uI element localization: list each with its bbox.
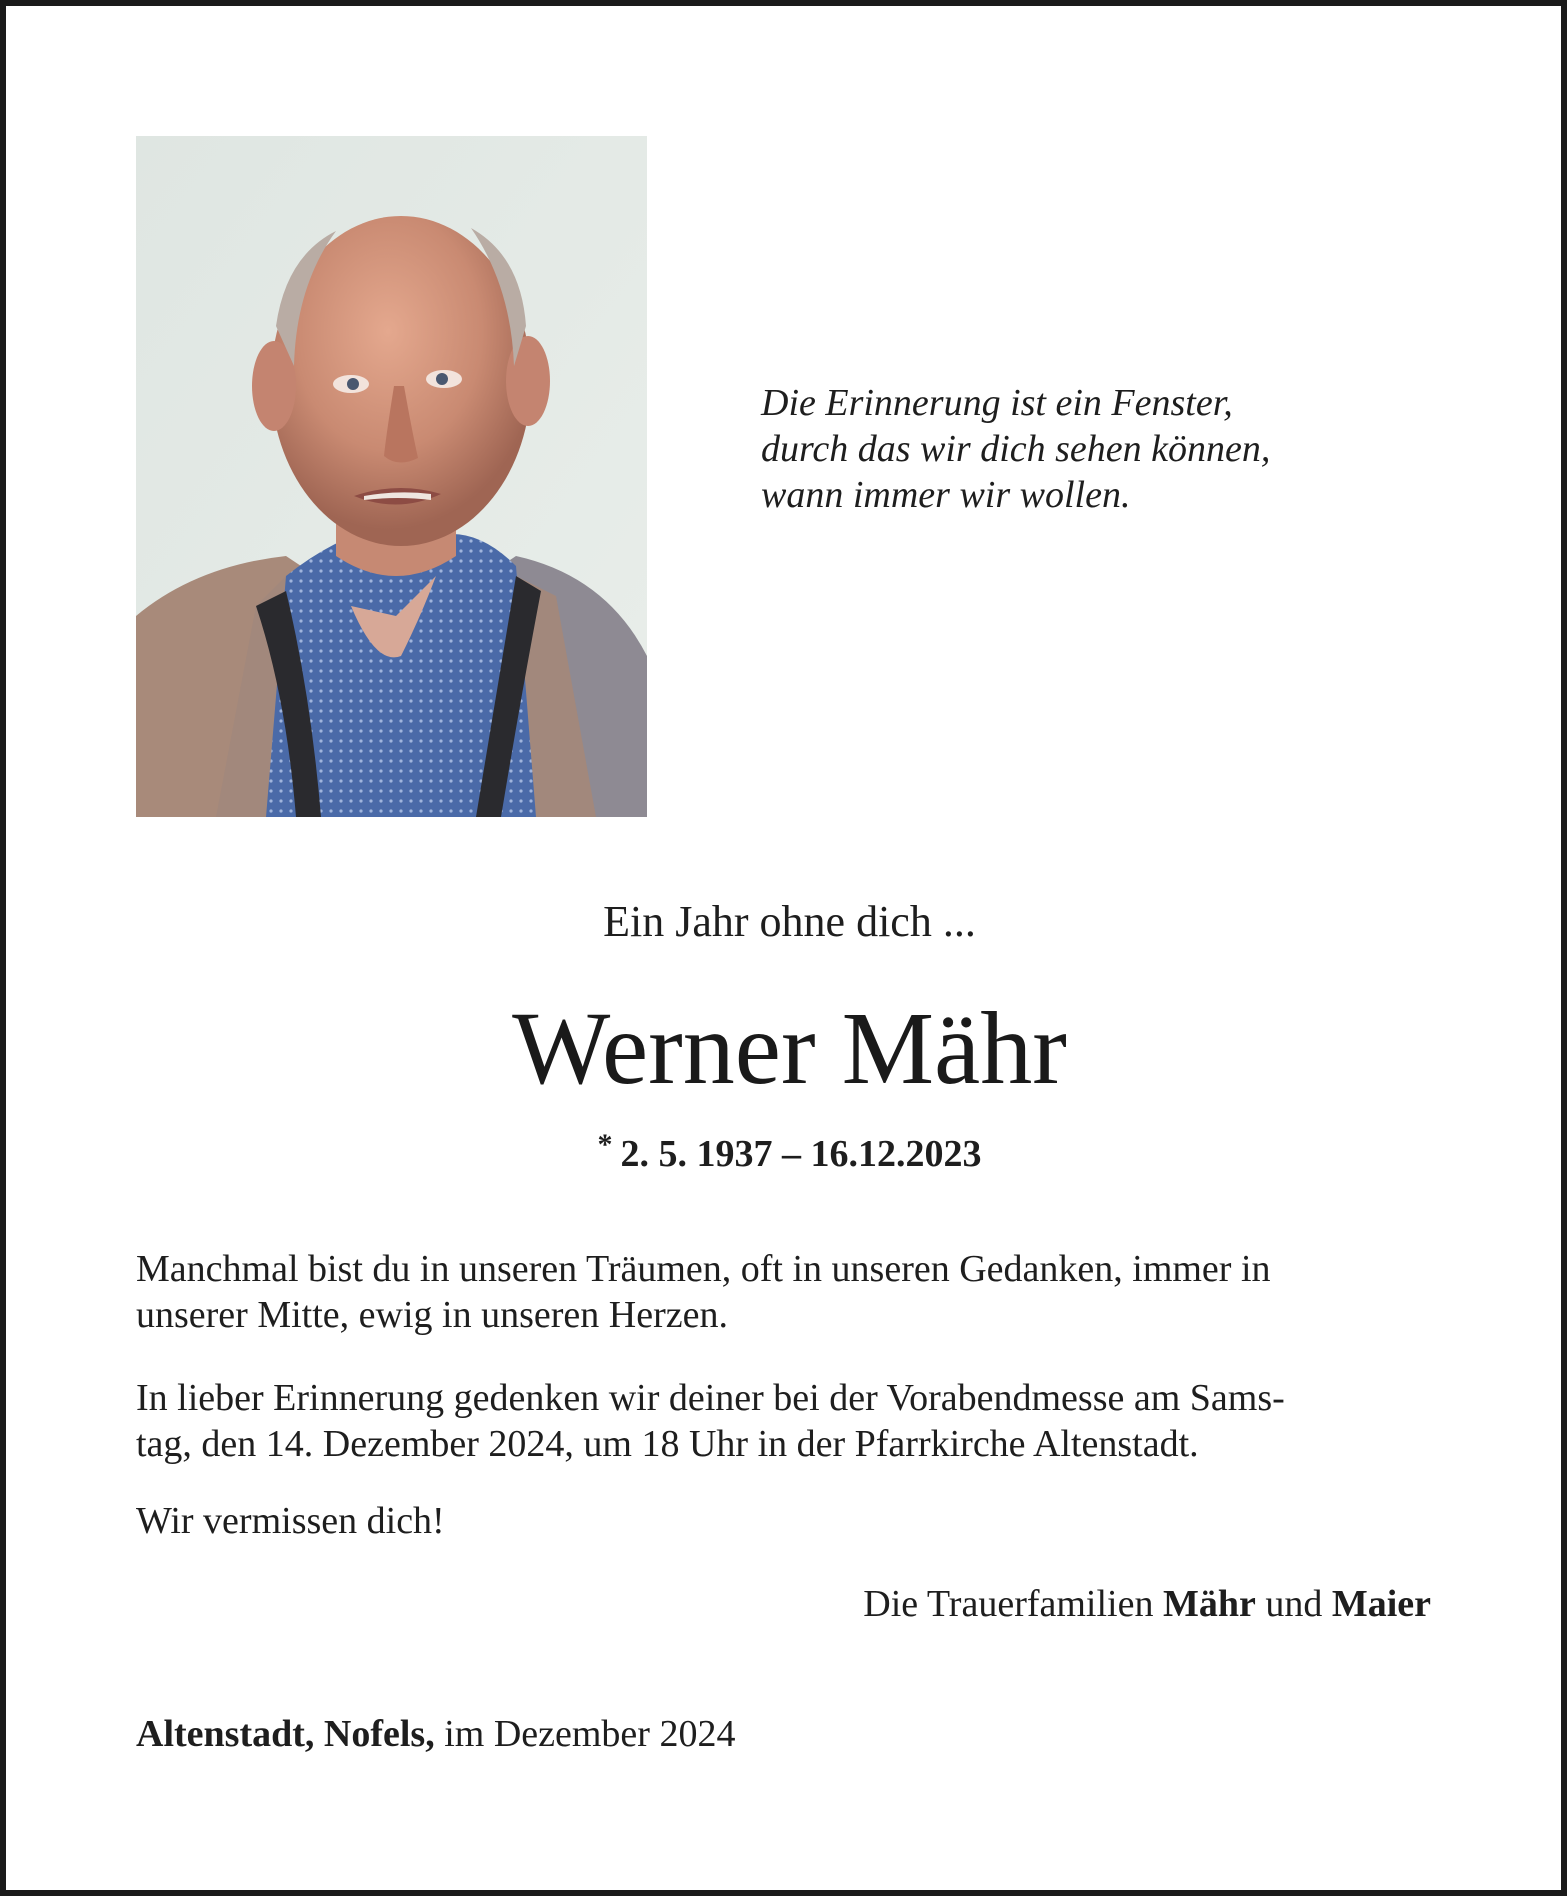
quote-line: Die Erinnerung ist ein Fenster, (761, 382, 1233, 424)
signature-prefix: Die Trauerfamilien (863, 1583, 1154, 1625)
paragraph-line: In lieber Erinnerung gedenken wir deiner bei der Vorabendmesse am Sams- (136, 1377, 1285, 1419)
place-date-rest: im Dezember 2024 (444, 1713, 736, 1755)
signature-family-2: Maier (1331, 1583, 1431, 1625)
paragraph-line: Wir vermissen dich! (136, 1500, 445, 1542)
signature-family-1: Mähr (1162, 1583, 1256, 1625)
quote-block (761, 380, 1461, 518)
life-dates (6, 1120, 1567, 1179)
quote-line: durch das wir dich sehen können, (761, 428, 1271, 470)
intro-line: Ein Jahr ohne dich ... (603, 897, 976, 946)
place-date (136, 1711, 735, 1757)
place-names: Altenstadt, Nofels, (136, 1713, 435, 1755)
signature-connector: und (1265, 1583, 1323, 1625)
paragraph-line: Manchmal bist du in unseren Träumen, oft in unseren Gedanken, immer in (136, 1248, 1271, 1290)
life-dates-text: 2. 5. 1937 – 16.12.2023 (620, 1133, 982, 1175)
portrait-photo (136, 136, 647, 817)
deceased-name: Werner Mähr (512, 991, 1067, 1106)
paragraph-mass (136, 1375, 1444, 1467)
paragraph-miss-you (136, 1498, 1444, 1544)
birth-star-icon: * (597, 1128, 613, 1161)
paragraph-line: tag, den 14. Dezember 2024, um 18 Uhr in der Pfarrkirche Altenstadt. (136, 1423, 1199, 1465)
paragraph-memory (136, 1246, 1444, 1338)
quote-line: wann immer wir wollen. (761, 474, 1131, 516)
family-signature (863, 1581, 1431, 1627)
paragraph-line: unserer Mitte, ewig in unseren Herzen. (136, 1294, 728, 1336)
